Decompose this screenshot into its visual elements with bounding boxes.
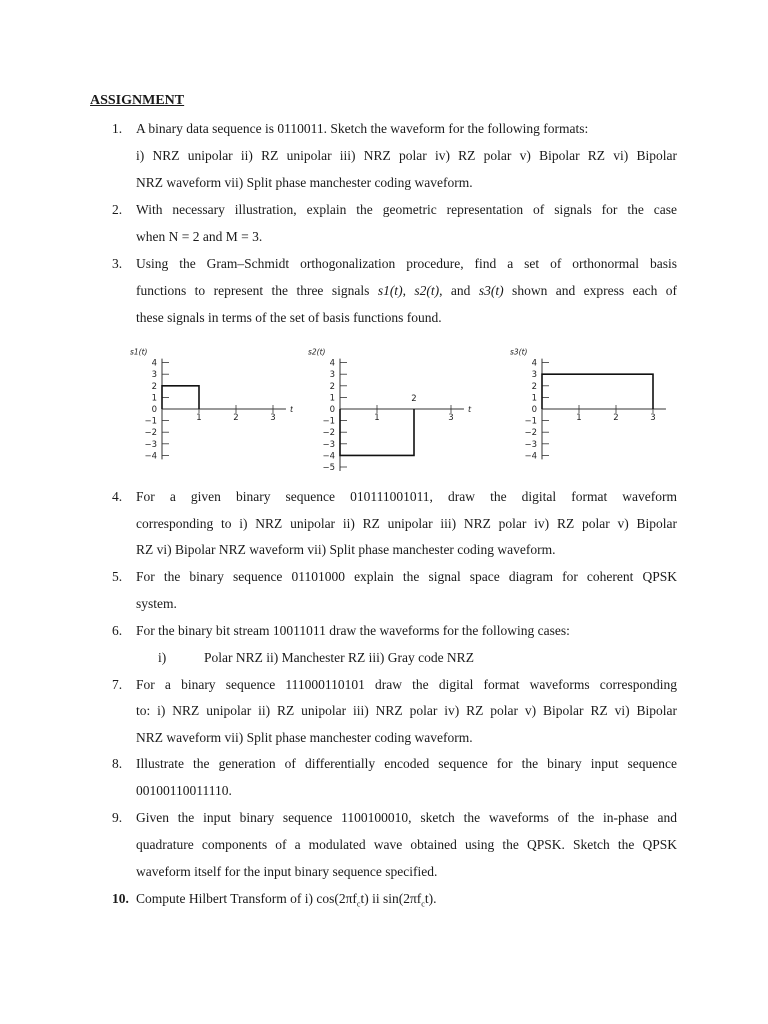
sub-item-number: i) <box>158 650 167 665</box>
x-tick-label: 2 <box>613 413 619 423</box>
question-number: 8. <box>112 756 123 771</box>
question-text: Given the input binary sequence 1100100010, sketch the waveforms of the in-phase and <box>136 810 677 825</box>
page-title: ASSIGNMENT <box>90 93 185 108</box>
question-text: 00100110011110. <box>136 783 232 798</box>
signal-name: s1(t) <box>377 283 403 298</box>
x-tick-label: 2 <box>233 413 239 423</box>
question-number: 1. <box>112 121 123 136</box>
y-tick-label: 1 <box>531 393 537 404</box>
question-text: With necessary illustration, explain the geometric representation of signals for the case <box>136 202 677 217</box>
text-run: Compute Hilbert Transform of i) cos(2πf <box>136 891 357 906</box>
text-run: t) ii sin(2πf <box>360 891 422 906</box>
y-tick-label: −3 <box>524 439 537 450</box>
question-number: 5. <box>112 569 123 584</box>
y-tick-label: 3 <box>151 370 157 381</box>
question-text: A binary data sequence is 0110011. Sketch the waveform for the following formats: <box>136 121 589 136</box>
y-tick-label: 2 <box>151 381 157 392</box>
x-axis-label: t <box>467 405 472 414</box>
y-tick-label: 4 <box>531 358 537 369</box>
question-number: 6. <box>112 623 123 638</box>
question-text: system. <box>136 596 177 611</box>
y-axis-label: s1(t) <box>130 347 148 357</box>
y-tick-label: 3 <box>329 370 335 381</box>
question-number: 10. <box>112 891 129 906</box>
x-tick-label: 1 <box>374 413 380 423</box>
y-tick-label: 4 <box>151 358 157 369</box>
question-text: For a binary sequence 111000110101 draw the digital format waveforms corresponding <box>136 677 677 692</box>
y-tick-label: −2 <box>144 428 157 439</box>
signal-s3-plot <box>498 340 673 470</box>
subscript: c <box>356 899 361 909</box>
question-text: when N = 2 and M = 3. <box>136 229 263 244</box>
question-text <box>136 891 677 909</box>
x-tick-label: 3 <box>270 413 276 423</box>
y-tick-label: 2 <box>531 381 537 392</box>
y-tick-label: −1 <box>144 416 157 427</box>
question-text: i) NRZ unipolar ii) RZ unipolar iii) NRZ polar iv) RZ polar v) Bipolar RZ vi) Bipolar <box>136 148 677 163</box>
y-tick-label: 4 <box>329 358 335 369</box>
question-text: For a given binary sequence 010111001011, draw the digital format waveform <box>136 489 677 504</box>
text-run: functions to represent the three signals <box>136 283 378 298</box>
y-tick-label: −5 <box>322 463 335 473</box>
question-number: 7. <box>112 677 123 692</box>
y-tick-label: −4 <box>524 451 537 462</box>
y-tick-label: −4 <box>322 451 335 462</box>
x-tick-label: 1 <box>576 413 582 423</box>
text-run: , <box>402 283 415 298</box>
question-text: NRZ waveform vii) Split phase manchester coding waveform. <box>136 730 473 745</box>
y-tick-label: −1 <box>524 416 537 427</box>
question-text: For the binary sequence 01101000 explain the signal space diagram for coherent QPSK <box>136 569 677 584</box>
question-text: waveform itself for the input binary sequence specified. <box>136 864 438 879</box>
x-tick-label: 3 <box>650 413 656 423</box>
x-axis-label: t <box>289 405 293 414</box>
question-text: corresponding to i) NRZ unipolar ii) RZ unipolar iii) NRZ polar iv) RZ polar v) Bipolar <box>136 516 677 531</box>
text-run: , and <box>439 283 479 298</box>
question-text: RZ vi) Bipolar NRZ waveform vii) Split phase manchester coding waveform. <box>136 542 556 557</box>
question-number: 4. <box>112 489 123 504</box>
y-tick-label: 2 <box>329 381 335 392</box>
y-tick-label: −2 <box>322 428 335 439</box>
y-axis-label: s2(t) <box>308 347 326 357</box>
y-tick-label: 3 <box>531 370 537 381</box>
subscript: c <box>421 899 425 909</box>
y-tick-label: 0 <box>151 405 157 415</box>
y-tick-label: −4 <box>144 451 157 462</box>
point-annotation: 2 <box>411 394 417 404</box>
signal-name: s2(t) <box>414 283 440 298</box>
y-tick-label: 0 <box>531 405 537 415</box>
signal-name: s3(t) <box>478 283 504 298</box>
question-number: 9. <box>112 810 123 825</box>
question-number: 3. <box>112 256 123 271</box>
question-text: quadrature components of a modulated wave obtained using the QPSK. Sketch the QPSK <box>136 837 677 852</box>
signal-s2-plot <box>308 340 493 475</box>
text-run: t). <box>424 891 437 906</box>
question-text: Using the Gram–Schmidt orthogonalization procedure, find a set of orthonormal basis <box>136 256 677 271</box>
y-tick-label: −3 <box>322 439 335 450</box>
question-number: 2. <box>112 202 123 217</box>
signal-trace <box>542 374 653 409</box>
question-text: NRZ waveform vii) Split phase manchester coding waveform. <box>136 175 473 190</box>
y-tick-label: −3 <box>144 439 157 450</box>
question-text: these signals in terms of the set of basis functions found. <box>136 310 442 325</box>
y-tick-label: −2 <box>524 428 537 439</box>
question-text: to: i) NRZ unipolar ii) RZ unipolar iii) NRZ polar iv) RZ polar v) Bipolar RZ vi) Bipolar <box>136 703 677 718</box>
y-axis-label: s3(t) <box>510 347 528 357</box>
y-tick-label: 1 <box>329 393 335 404</box>
question-text: Illustrate the generation of differentially encoded sequence for the binary input sequence <box>136 756 677 771</box>
signal-s1-plot <box>118 340 293 470</box>
sub-item-text: Polar NRZ ii) Manchester RZ iii) Gray code NRZ <box>204 650 474 665</box>
question-text: For the binary bit stream 10011011 draw the waveforms for the following cases: <box>136 623 570 638</box>
y-tick-label: 1 <box>151 393 157 404</box>
y-tick-label: −1 <box>322 416 335 427</box>
text-run: shown and express each of <box>503 283 678 298</box>
question-text <box>136 283 677 299</box>
x-tick-label: 3 <box>448 413 454 423</box>
y-tick-label: 0 <box>329 405 335 415</box>
x-tick-label: 1 <box>196 413 202 423</box>
